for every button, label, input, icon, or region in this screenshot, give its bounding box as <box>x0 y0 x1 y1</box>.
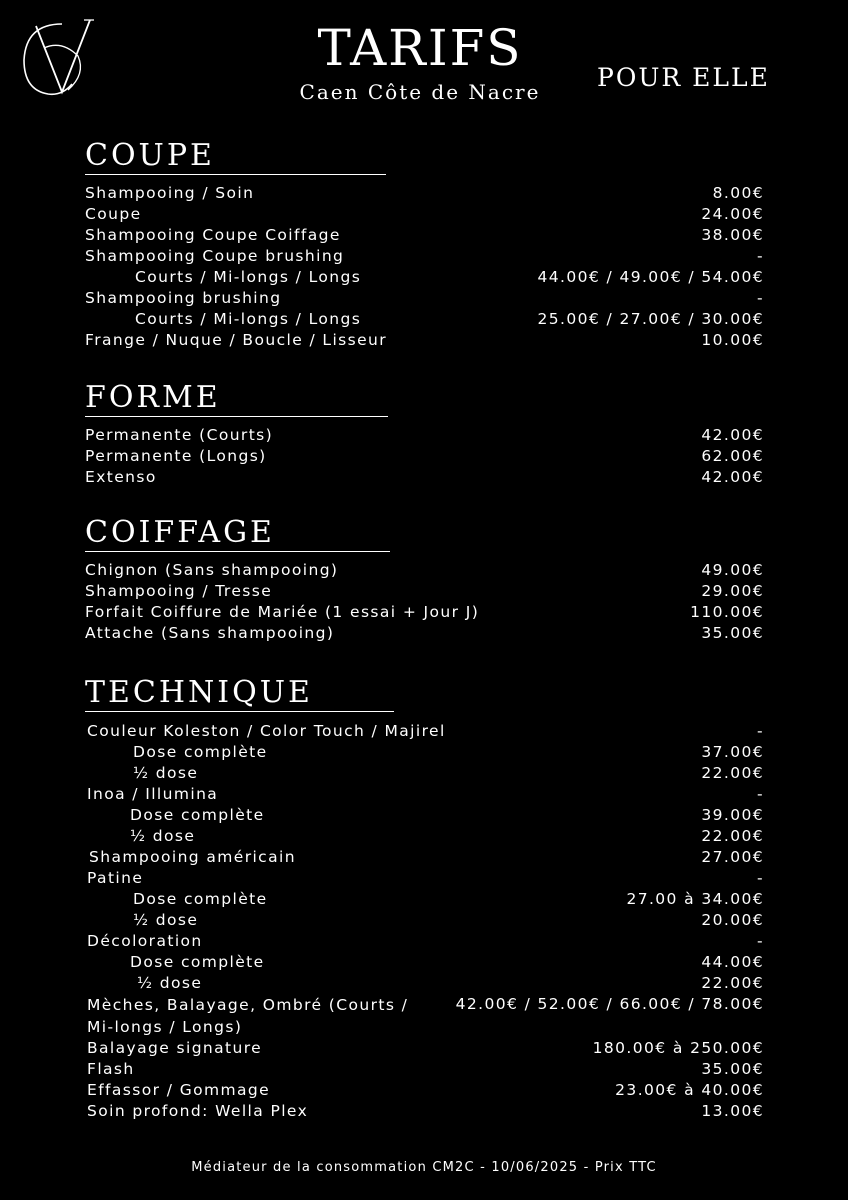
price-row <box>87 1059 764 1080</box>
price-row <box>87 910 764 931</box>
footer-note: Médiateur de la consommation CM2C - 10/06/2025 - Prix TTC <box>191 1160 657 1175</box>
service-label: Effassor / Gommage <box>87 1081 271 1099</box>
price-row <box>85 204 764 225</box>
price-row <box>87 742 764 763</box>
page-subtitle: Caen Côte de Nacre <box>299 80 541 104</box>
service-price: 22.00€ <box>701 827 764 845</box>
price-row <box>85 581 764 602</box>
service-price: 49.00€ <box>701 561 764 579</box>
service-label: Balayage signature <box>87 1039 263 1057</box>
service-price: 110.00€ <box>690 603 764 621</box>
service-price: 22.00€ <box>701 764 764 782</box>
service-label: Dose complète <box>133 890 268 908</box>
section-technique <box>85 675 764 1122</box>
service-price: 180.00€ à 250.00€ <box>592 1039 764 1057</box>
service-price: - <box>757 722 764 740</box>
service-label: Courts / Mi-longs / Longs <box>135 310 362 328</box>
price-row <box>87 931 764 952</box>
service-label: Shampooing / Tresse <box>85 582 273 600</box>
price-list <box>85 721 764 1122</box>
service-label: Dose complète <box>133 743 268 761</box>
service-label: ½ dose <box>137 974 203 992</box>
service-label: Chignon (Sans shampooing) <box>85 561 339 579</box>
service-price: 20.00€ <box>701 911 764 929</box>
service-label: Décoloration <box>87 932 203 950</box>
service-label: Shampooing Coupe brushing <box>85 247 345 265</box>
service-price: 39.00€ <box>701 806 764 824</box>
service-price: - <box>757 869 764 887</box>
service-label: Extenso <box>85 468 157 486</box>
price-row <box>85 225 764 246</box>
price-row <box>85 425 764 446</box>
price-row <box>85 602 764 623</box>
price-row <box>87 994 764 1038</box>
service-label: Flash <box>87 1060 135 1078</box>
price-row <box>87 868 764 889</box>
service-label: Forfait Coiffure de Mariée (1 essai + Jour J) <box>85 603 480 621</box>
service-label: Shampooing américain <box>89 848 296 866</box>
price-row <box>87 1101 764 1122</box>
service-label: Dose complète <box>130 806 265 824</box>
price-row <box>87 805 764 826</box>
service-price: 27.00€ <box>701 848 764 866</box>
service-label: Shampooing / Soin <box>85 184 255 202</box>
price-row <box>87 1038 764 1059</box>
service-price: 23.00€ à 40.00€ <box>615 1081 764 1099</box>
section-divider <box>85 711 394 712</box>
service-label: Dose complète <box>130 953 265 971</box>
price-row <box>85 330 764 351</box>
service-price: 29.00€ <box>701 582 764 600</box>
service-price: 44.00€ <box>701 953 764 971</box>
section-divider <box>85 551 390 552</box>
section-title: COIFFAGE <box>85 515 275 550</box>
price-row <box>87 721 764 742</box>
page-title: TARIFS <box>317 19 523 77</box>
price-row <box>85 446 764 467</box>
service-price: 42.00€ / 52.00€ / 66.00€ / 78.00€ <box>455 995 764 1013</box>
price-row <box>87 889 764 910</box>
service-price: 35.00€ <box>701 624 764 642</box>
service-label: Mèches, Balayage, Ombré (Courts / Mi-longs / Longs) <box>87 996 409 1036</box>
service-price: 10.00€ <box>701 331 764 349</box>
service-price: 24.00€ <box>701 205 764 223</box>
service-label: ½ dose <box>133 764 199 782</box>
service-label: Permanente (Courts) <box>85 426 274 444</box>
price-row <box>85 623 764 644</box>
price-row <box>85 309 764 330</box>
price-row <box>87 763 764 784</box>
service-price: 42.00€ <box>701 426 764 444</box>
price-row <box>87 826 764 847</box>
service-label: Couleur Koleston / Color Touch / Majirel <box>87 722 446 740</box>
service-price: 62.00€ <box>701 447 764 465</box>
service-label: Attache (Sans shampooing) <box>85 624 335 642</box>
service-label: Inoa / Illumina <box>87 785 219 803</box>
service-label: Courts / Mi-longs / Longs <box>135 268 362 286</box>
audience-label: POUR ELLE <box>597 63 770 92</box>
section-title: TECHNIQUE <box>85 675 313 710</box>
service-price: 37.00€ <box>701 743 764 761</box>
service-price: 35.00€ <box>701 1060 764 1078</box>
section-forme <box>85 380 764 488</box>
service-label: Patine <box>87 869 144 887</box>
service-price: 38.00€ <box>701 226 764 244</box>
service-label: ½ dose <box>133 911 199 929</box>
price-list <box>85 560 764 644</box>
service-label: ½ dose <box>130 827 196 845</box>
section-title: COUPE <box>85 138 215 173</box>
price-list <box>85 425 764 488</box>
service-label: Coupe <box>85 205 142 223</box>
service-label: Shampooing brushing <box>85 289 282 307</box>
price-row <box>87 973 764 994</box>
price-row <box>85 560 764 581</box>
price-row <box>85 467 764 488</box>
service-label: Soin profond: Wella Plex <box>87 1102 309 1120</box>
price-row <box>85 267 764 288</box>
service-price: - <box>757 785 764 803</box>
service-label: Shampooing Coupe Coiffage <box>85 226 341 244</box>
service-price: 22.00€ <box>701 974 764 992</box>
price-row <box>85 183 764 204</box>
service-price: 13.00€ <box>701 1102 764 1120</box>
service-label: Permanente (Longs) <box>85 447 267 465</box>
service-price: - <box>757 289 764 307</box>
price-row <box>85 288 764 309</box>
service-price: 8.00€ <box>712 184 764 202</box>
section-coiffage <box>85 515 764 644</box>
service-label: Frange / Nuque / Boucle / Lisseur <box>85 331 388 349</box>
section-coupe <box>85 138 764 351</box>
section-divider <box>85 416 388 417</box>
price-row <box>87 784 764 805</box>
service-price: - <box>757 247 764 265</box>
cv-monogram-icon <box>18 18 94 98</box>
service-price: 44.00€ / 49.00€ / 54.00€ <box>537 268 764 286</box>
service-price: 25.00€ / 27.00€ / 30.00€ <box>537 310 764 328</box>
service-price: - <box>757 932 764 950</box>
price-row <box>87 1080 764 1101</box>
price-list <box>85 183 764 351</box>
section-title: FORME <box>85 380 221 415</box>
price-row <box>87 952 764 973</box>
section-divider <box>85 174 386 175</box>
service-price: 42.00€ <box>701 468 764 486</box>
price-row <box>87 847 764 868</box>
price-row <box>85 246 764 267</box>
service-price: 27.00 à 34.00€ <box>626 890 764 908</box>
